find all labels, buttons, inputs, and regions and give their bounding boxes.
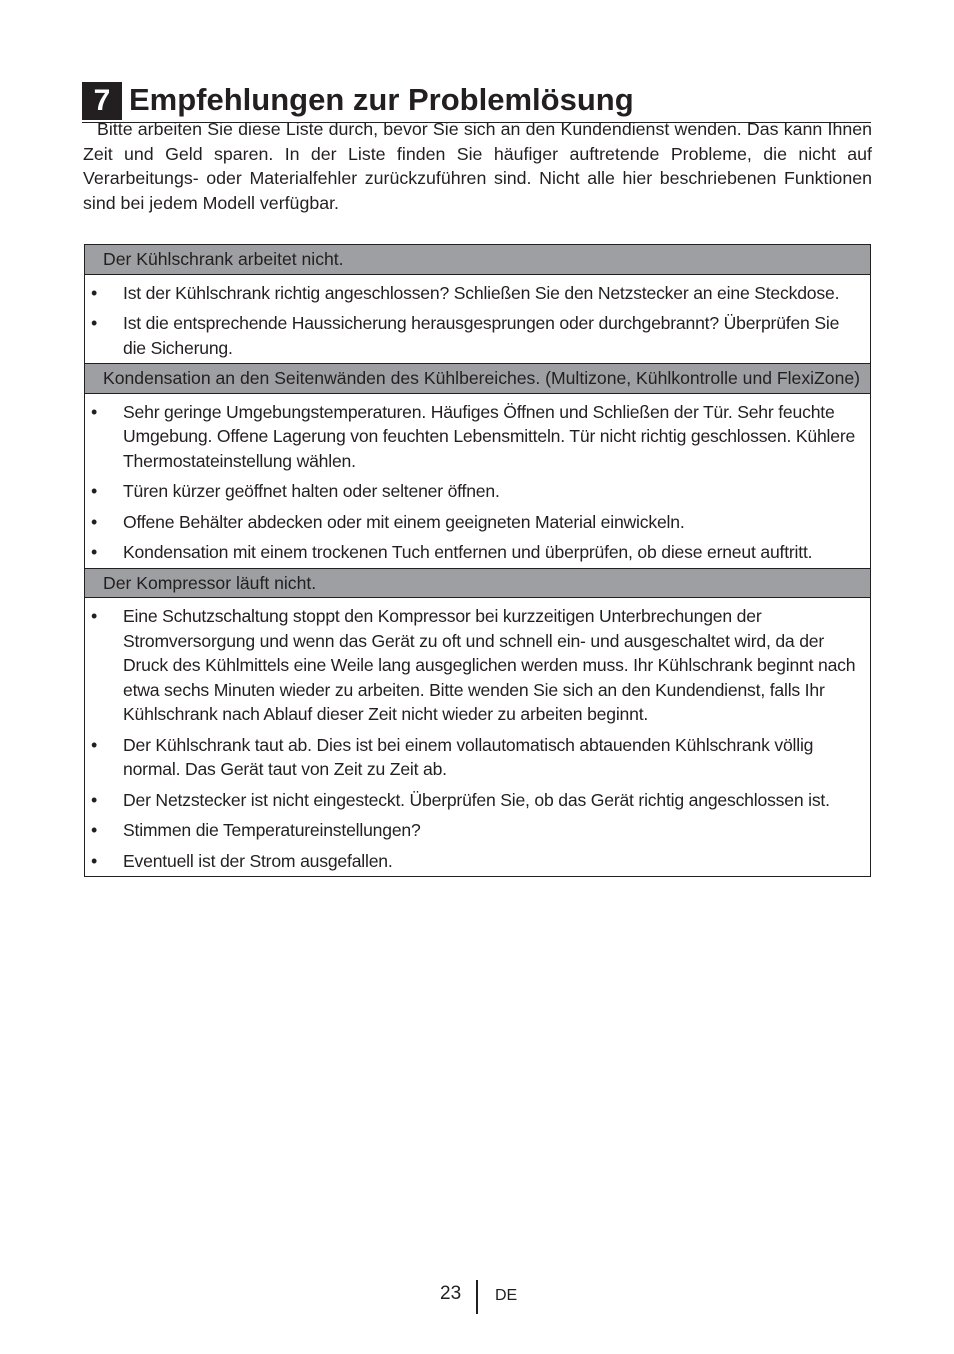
item-text: Stimmen die Temperatureinstellungen?: [123, 820, 421, 840]
list-item: [85, 400, 864, 474]
section-header: Kondensation an den Seitenwänden des Kühlbereiches. (Multizone, Kühlkontrolle und FlexiZone): [85, 363, 870, 394]
section-header: Der Kühlschrank arbeitet nicht.: [85, 245, 870, 275]
bullet-icon: •: [91, 789, 98, 810]
item-text: Türen kürzer geöffnet halten oder seltener öffnen.: [123, 481, 500, 501]
footer-divider: [476, 1280, 478, 1314]
list-item: [85, 788, 864, 813]
bullet-icon: •: [91, 401, 98, 422]
list-item: [85, 818, 864, 843]
item-text: Kondensation mit einem trockenen Tuch entfernen und überprüfen, ob diese erneut auftritt.: [123, 542, 813, 562]
page-title: Empfehlungen zur Problemlösung: [129, 82, 634, 117]
language-code: DE: [495, 1287, 518, 1304]
intro-paragraph: Bitte arbeiten Sie diese Liste durch, bevor Sie sich an den Kundendienst wenden. Das kann Ihnen Zeit und Geld sparen. In der Liste finden Sie häufiger auftretende Probleme, die nicht auf Verarbeitungs- oder Materialfehler zurückzuführen sind. Nicht alle hier beschriebenen Funktionen sind bei jedem Modell verfügbar.: [83, 119, 872, 213]
item-text: Eventuell ist der Strom ausgefallen.: [123, 850, 393, 871]
chapter-number-badge: 7: [82, 82, 122, 120]
section-items: [85, 394, 870, 568]
bullet-icon: •: [91, 850, 98, 871]
bullet-icon: •: [91, 820, 98, 840]
item-text: Ist der Kühlschrank richtig angeschlossen? Schließen Sie den Netzstecker an eine Steckdose.: [123, 282, 840, 303]
item-text: Der Netzstecker ist nicht eingesteckt. Überprüfen Sie, ob das Gerät richtig angeschlossen ist.: [123, 789, 830, 810]
section-items: [85, 598, 870, 876]
bullet-icon: •: [91, 313, 98, 333]
bullet-icon: •: [91, 282, 98, 303]
item-text: Offene Behälter abdecken oder mit einem geeigneten Material einwickeln.: [123, 511, 685, 532]
item-text: Sehr geringe Umgebungstemperaturen. Häufiges Öffnen und Schließen der Tür. Sehr feuchte Umgebung. Offene Lagerung von feuchten Lebensmitteln. Tür nicht richtig geschlossen. Kühlere Thermostateinstellung wählen.: [123, 401, 856, 471]
bullet-icon: •: [91, 511, 98, 532]
section-items: [85, 275, 870, 364]
list-item: [85, 311, 864, 360]
bullet-icon: •: [91, 481, 98, 501]
list-item: [85, 849, 864, 874]
page-number: 23: [440, 1283, 462, 1304]
troubleshooting-table: [84, 244, 871, 877]
item-text: Ist die entsprechende Haussicherung herausgesprungen oder durchgebrannt? Überprüfen Sie die Sicherung.: [123, 313, 840, 358]
list-item: [85, 510, 864, 535]
bullet-icon: •: [91, 542, 98, 562]
bullet-icon: •: [91, 734, 98, 755]
list-item: [85, 733, 864, 782]
list-item: [85, 281, 864, 306]
list-item: [85, 479, 864, 504]
list-item: [85, 604, 864, 727]
bullet-icon: •: [91, 606, 98, 626]
section-header: Der Kompressor läuft nicht.: [85, 568, 870, 599]
item-text: Der Kühlschrank taut ab. Dies ist bei einem vollautomatisch abtauenden Kühlschrank völlig normal. Das Gerät taut von Zeit zu Zeit ab.: [123, 734, 814, 779]
item-text: Eine Schutzschaltung stoppt den Kompressor bei kurzzeitigen Unterbrechungen der Stromversorgung und wenn das Gerät zu oft und schnell ein- und ausgeschaltet wird, da der Druck des Kühlmittels eine Weile lang ausgeglichen werden muss. Ihr Kühlschrank beginnt nach etwa sechs Minuten wieder zu arbeiten. Bitte wenden Sie sich an den Kundendienst, falls Ihr Kühlschrank nach Ablauf dieser Zeit nicht wieder zu arbeiten beginnt.: [123, 606, 856, 724]
list-item: [85, 540, 864, 565]
